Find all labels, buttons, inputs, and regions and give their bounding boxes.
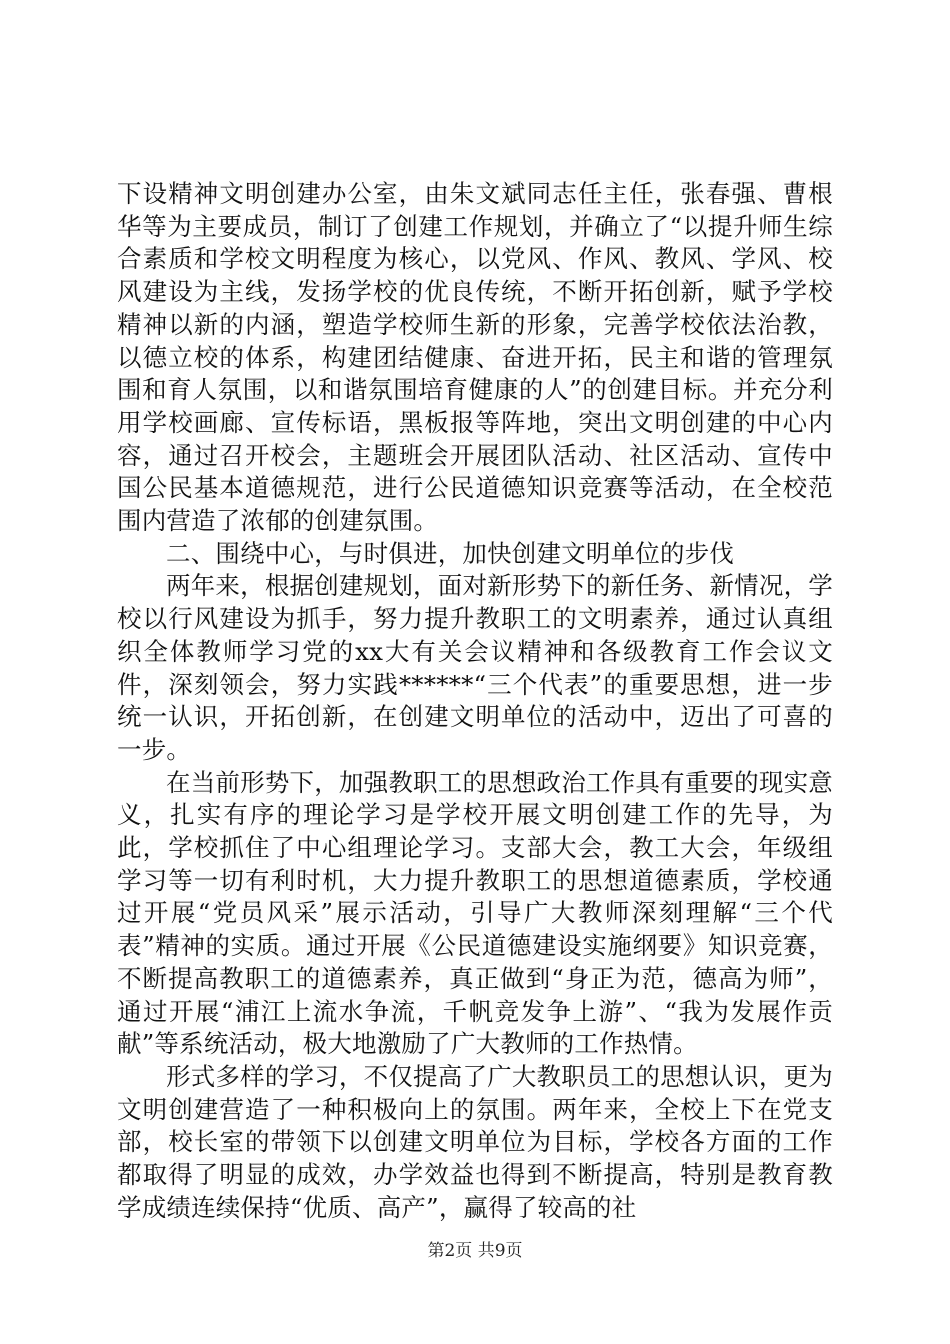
paragraph-political-work: 在当前形势下，加强教职工的思想政治工作具有重要的现实意义，扎实有序的理论学习是学校开展文明创建工作的先导，为此，学校抓住了中心组理论学习。支部大会，教工大会，年级组学习等一切有利时机，大力提升教职工的思想道德素质，学校通过开展“党员风采”展示活动，引导广大教师深刻理解“三个代表”精神的实质。通过开展《公民道德建设实施纲要》知识竞赛，不断提高教职工的道德素养，真正做到“身正为范，德高为师”，通过开展“浦江上流水争流，千帆竞发争上游”、“我为发展作贡献”等系统活动，极大地激励了广大教师的工作热情。 bbox=[117, 767, 833, 1059]
page-number-footer: 第2页 共9页 bbox=[427, 1241, 523, 1261]
paragraph-two-years: 两年来，根据创建规划，面对新形势下的新任务、新情况，学校以行风建设为抓手，努力提升教职工的文明素养，通过认真组织全体教师学习党的xx大有关会议精神和各级教育工作会议文件，深刻领会，努力实践******“三个代表”的重要思想，进一步统一认识，开拓创新，在创建文明单位的活动中，迈出了可喜的一步。 bbox=[117, 571, 833, 764]
document-body bbox=[117, 178, 833, 1225]
section-heading-two: 二、围绕中心，与时俱进，加快创建文明单位的步伐 bbox=[166, 538, 735, 568]
paragraph-creation-office: 下设精神文明创建办公室，由朱文斌同志任主任，张春强、曹根华等为主要成员，制订了创建工作规划，并确立了“以提升师生综合素质和学校文明程度为核心，以党风、作风、教风、学风、校风建设为主线，发扬学校的优良传统，不断开拓创新，赋予学校精神以新的内涵，塑造学校师生新的形象，完善学校依法治教，以德立校的体系，构建团结健康、奋进开拓，民主和谐的管理氛围和育人氛围，以和谐氛围培育健康的人”的创建目标。并充分利用学校画廊、宣传标语，黑板报等阵地，突出文明创建的中心内容，通过召开校会，主题班会开展团队活动、社区活动、宣传中国公民基本道德规范，进行公民道德知识竞赛等活动，在全校范围内营造了浓郁的创建氛围。 bbox=[117, 179, 833, 536]
paragraph-diverse-learning: 形式多样的学习，不仅提高了广大教职员工的思想认识，更为文明创建营造了一种积极向上的氛围。两年来，全校上下在党支部，校长室的带领下以创建文明单位为目标，学校各方面的工作都取得了明显的成效，办学效益也得到不断提高，特别是教育教学成绩连续保持“优质、高产”，赢得了较高的社 bbox=[117, 1061, 833, 1222]
